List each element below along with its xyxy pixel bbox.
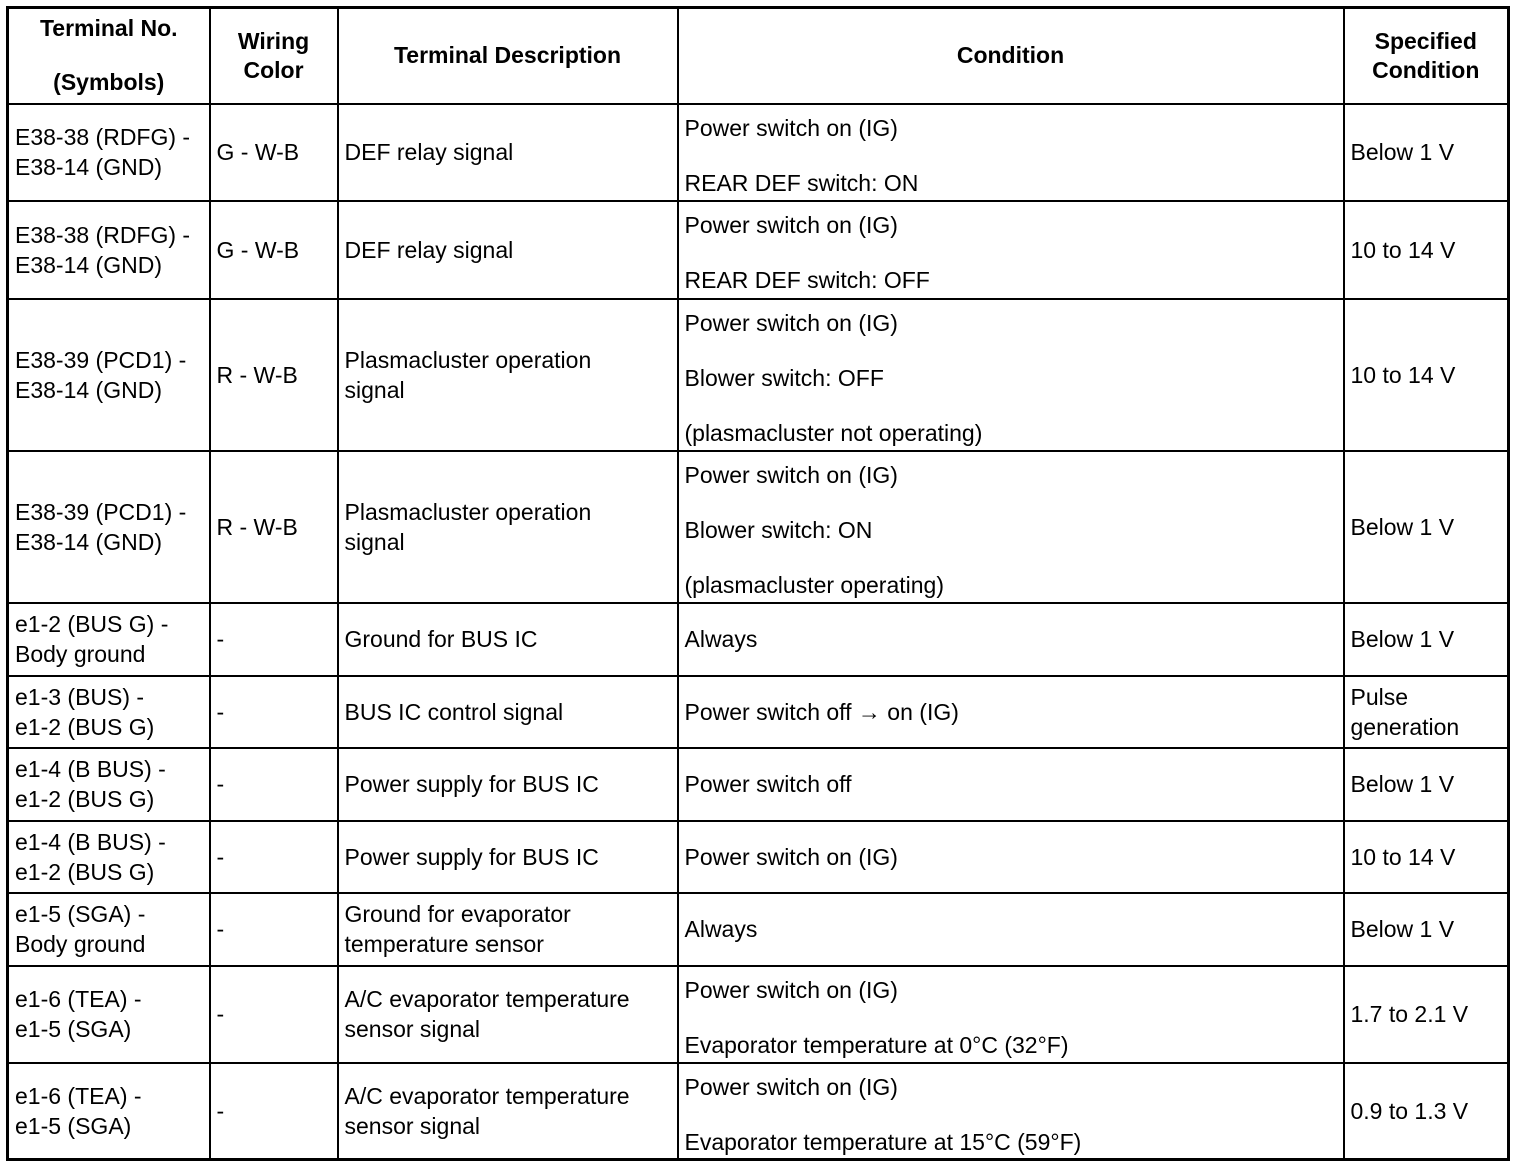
header-specified: Specified Condition [1344,8,1509,104]
table-row [8,821,1509,893]
table-row [8,893,1509,966]
terminal-cell: e1-3 (BUS) - e1-2 (BUS G) [8,676,210,748]
description-cell: DEF relay signal [338,104,678,201]
terminal-cell: e1-5 (SGA) - Body ground [8,893,210,966]
wiring-color-cell: - [210,1063,338,1160]
specified-cell: Below 1 V [1344,451,1509,603]
header-condition: Condition [678,8,1344,104]
specified-cell: 10 to 14 V [1344,299,1509,451]
terminal-cell: e1-6 (TEA) - e1-5 (SGA) [8,966,210,1063]
specified-cell: Below 1 V [1344,104,1509,201]
description-cell: A/C evaporator temperature sensor signal [338,1063,678,1160]
terminal-cell: e1-2 (BUS G) - Body ground [8,603,210,676]
condition-cell: Power switch off [678,748,1344,821]
specified-cell: 1.7 to 2.1 V [1344,966,1509,1063]
description-cell: Plasmacluster operation signal [338,451,678,603]
specified-cell: Pulse generation [1344,676,1509,748]
description-cell: A/C evaporator temperature sensor signal [338,966,678,1063]
specified-cell: Below 1 V [1344,603,1509,676]
condition-cell: Always [678,603,1344,676]
condition-cell: Always [678,893,1344,966]
table-row [8,104,1509,201]
specified-cell: 10 to 14 V [1344,821,1509,893]
wiring-color-cell: - [210,966,338,1063]
description-cell: Ground for BUS IC [338,603,678,676]
condition-cell: Power switch on (IG) Evaporator temperature at 15°C (59°F) [678,1063,1344,1160]
wiring-color-cell: - [210,748,338,821]
wiring-color-cell: - [210,893,338,966]
specified-cell: Below 1 V [1344,893,1509,966]
terminal-table [6,6,1510,1161]
specified-cell: Below 1 V [1344,748,1509,821]
condition-cell: Power switch on (IG) Blower switch: ON (plasmacluster operating) [678,451,1344,603]
condition-cell: Power switch off → on (IG) [678,676,1344,748]
wiring-color-cell: R - W-B [210,299,338,451]
table-row [8,748,1509,821]
table-row [8,1063,1509,1160]
header-description: Terminal Description [338,8,678,104]
wiring-color-cell: R - W-B [210,451,338,603]
description-cell: BUS IC control signal [338,676,678,748]
table-row [8,603,1509,676]
table-row [8,676,1509,748]
header-row [8,8,1509,104]
table-row [8,451,1509,603]
wiring-color-cell: - [210,676,338,748]
terminal-cell: e1-4 (B BUS) - e1-2 (BUS G) [8,748,210,821]
condition-cell: Power switch on (IG) Blower switch: OFF (plasmacluster not operating) [678,299,1344,451]
condition-cell: Power switch on (IG) REAR DEF switch: OFF [678,201,1344,299]
terminal-cell: E38-39 (PCD1) - E38-14 (GND) [8,299,210,451]
specified-cell: 10 to 14 V [1344,201,1509,299]
description-cell: DEF relay signal [338,201,678,299]
header-wiring-color: Wiring Color [210,8,338,104]
condition-cell: Power switch on (IG) [678,821,1344,893]
terminal-cell: E38-39 (PCD1) - E38-14 (GND) [8,451,210,603]
terminal-cell: e1-4 (B BUS) - e1-2 (BUS G) [8,821,210,893]
description-cell: Power supply for BUS IC [338,821,678,893]
specified-cell: 0.9 to 1.3 V [1344,1063,1509,1160]
condition-cell: Power switch on (IG) Evaporator temperature at 0°C (32°F) [678,966,1344,1063]
table-row [8,966,1509,1063]
wiring-color-cell: G - W-B [210,201,338,299]
description-cell: Ground for evaporator temperature sensor [338,893,678,966]
description-cell: Plasmacluster operation signal [338,299,678,451]
wiring-color-cell: - [210,603,338,676]
wiring-color-cell: G - W-B [210,104,338,201]
header-terminal: Terminal No. (Symbols) [8,8,210,104]
condition-cell: Power switch on (IG) REAR DEF switch: ON [678,104,1344,201]
terminal-cell: E38-38 (RDFG) - E38-14 (GND) [8,201,210,299]
wiring-color-cell: - [210,821,338,893]
terminal-cell: e1-6 (TEA) - e1-5 (SGA) [8,1063,210,1160]
description-cell: Power supply for BUS IC [338,748,678,821]
table-row [8,299,1509,451]
table-row [8,201,1509,299]
terminal-cell: E38-38 (RDFG) - E38-14 (GND) [8,104,210,201]
